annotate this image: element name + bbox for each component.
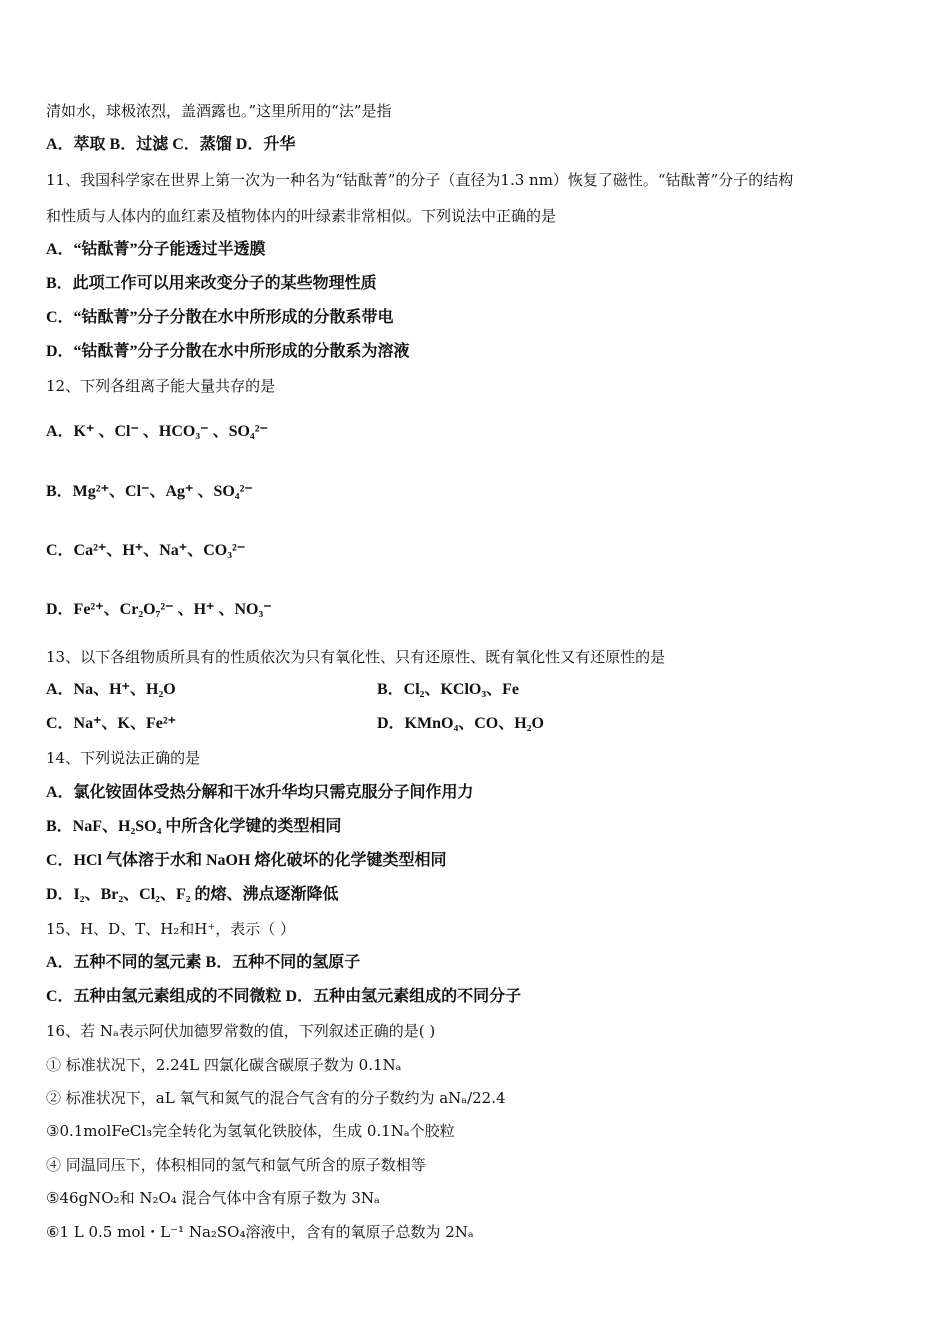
q11-option-d: D．“钴酞菁”分子分散在水中所形成的分散系为溶液 (46, 343, 410, 360)
q15-options-ab: A．五种不同的氢元素 B．五种不同的氢原子 (46, 954, 361, 971)
q11-option-c: C．“钴酞菁”分子分散在水中所形成的分散系带电 (46, 309, 394, 326)
q16-stem: 16、若 Nₐ表示阿伏加德罗常数的值，下列叙述正确的是( ) (46, 1022, 436, 1040)
q10-options: A．萃取 B．过滤 C．蒸馏 D．升华 (46, 136, 296, 153)
q15-options-cd: C．五种由氢元素组成的不同微粒 D．五种由氢元素组成的不同分子 (46, 988, 522, 1005)
q11-stem-cont: 和性质与人体内的血红素及植物体内的叶绿素非常相似。下列说法中正确的是 (46, 207, 557, 225)
q13-option-a: A．Na、H⁺、H₂O (46, 681, 176, 698)
q12-option-c: C．Ca²⁺、H⁺、Na⁺、CO₃²⁻ (46, 542, 246, 559)
q13-option-b: B．Cl₂、KClO₃、Fe (377, 681, 520, 698)
q12-option-d: D．Fe²⁺、Cr₂O₇²⁻ 、H⁺ 、NO₃⁻ (46, 601, 272, 618)
q11-option-b: B．此项工作可以用来改变分子的某些物理性质 (46, 275, 377, 292)
q16-statement-6: ⑥1 L 0.5 mol・L⁻¹ Na₂SO₄溶液中，含有的氧原子总数为 2Nₐ (46, 1223, 474, 1241)
q11-stem: 11、我国科学家在世界上第一次为一种名为“钴酞菁”的分子（直径为1.3 nm）恢复了磁性。“钴酞菁”分子的结构 (46, 171, 794, 189)
q14-option-d: D．I₂、Br₂、Cl₂、F₂ 的熔、沸点逐渐降低 (46, 886, 339, 903)
q12-stem: 12、下列各组离子能大量共存的是 (46, 377, 276, 395)
q11-option-a: A．“钴酞菁”分子能透过半透膜 (46, 241, 266, 258)
q16-statement-2: ② 标准状况下，aL 氧气和氮气的混合气含有的分子数约为 aNₐ/22.4 (46, 1089, 506, 1107)
q13-option-d: D．KMnO₄、CO、H₂O (377, 715, 544, 732)
q16-statement-5: ⑤46gNO₂和 N₂O₄ 混合气体中含有原子数为 3Nₐ (46, 1189, 380, 1207)
q12-option-a: A．K⁺ 、Cl⁻ 、HCO₃⁻ 、SO₄²⁻ (46, 423, 268, 440)
q14-option-c: C．HCl 气体溶于水和 NaOH 熔化破坏的化学键类型相同 (46, 852, 447, 869)
q14-stem: 14、下列说法正确的是 (46, 749, 201, 767)
q16-statement-1: ① 标准状况下，2.24L 四氯化碳含碳原子数为 0.1Nₐ (46, 1056, 402, 1074)
q14-option-a: A．氯化铵固体受热分解和干冰升华均只需克服分子间作用力 (46, 784, 474, 801)
q14-option-b: B．NaF、H₂SO₄ 中所含化学键的类型相同 (46, 818, 342, 835)
q16-statement-3: ③0.1molFeCl₃完全转化为氢氧化铁胶体，生成 0.1Nₐ个胶粒 (46, 1122, 455, 1140)
q10-stem-tail: 清如水，球极浓烈，盖酒露也。”这里所用的“法”是指 (46, 102, 392, 120)
q12-option-b: B．Mg²⁺、Cl⁻、Ag⁺ 、SO₄²⁻ (46, 483, 253, 500)
q13-stem: 13、以下各组物质所具有的性质依次为只有氧化性、只有还原性、既有氧化性又有还原性的是 (46, 648, 666, 666)
q15-stem: 15、H、D、T、H₂和H⁺，表示（ ） (46, 920, 296, 938)
q16-statement-4: ④ 同温同压下，体积相同的氢气和氩气所含的原子数相等 (46, 1156, 426, 1174)
q13-option-c: C．Na⁺、K、Fe²⁺ (46, 715, 177, 732)
